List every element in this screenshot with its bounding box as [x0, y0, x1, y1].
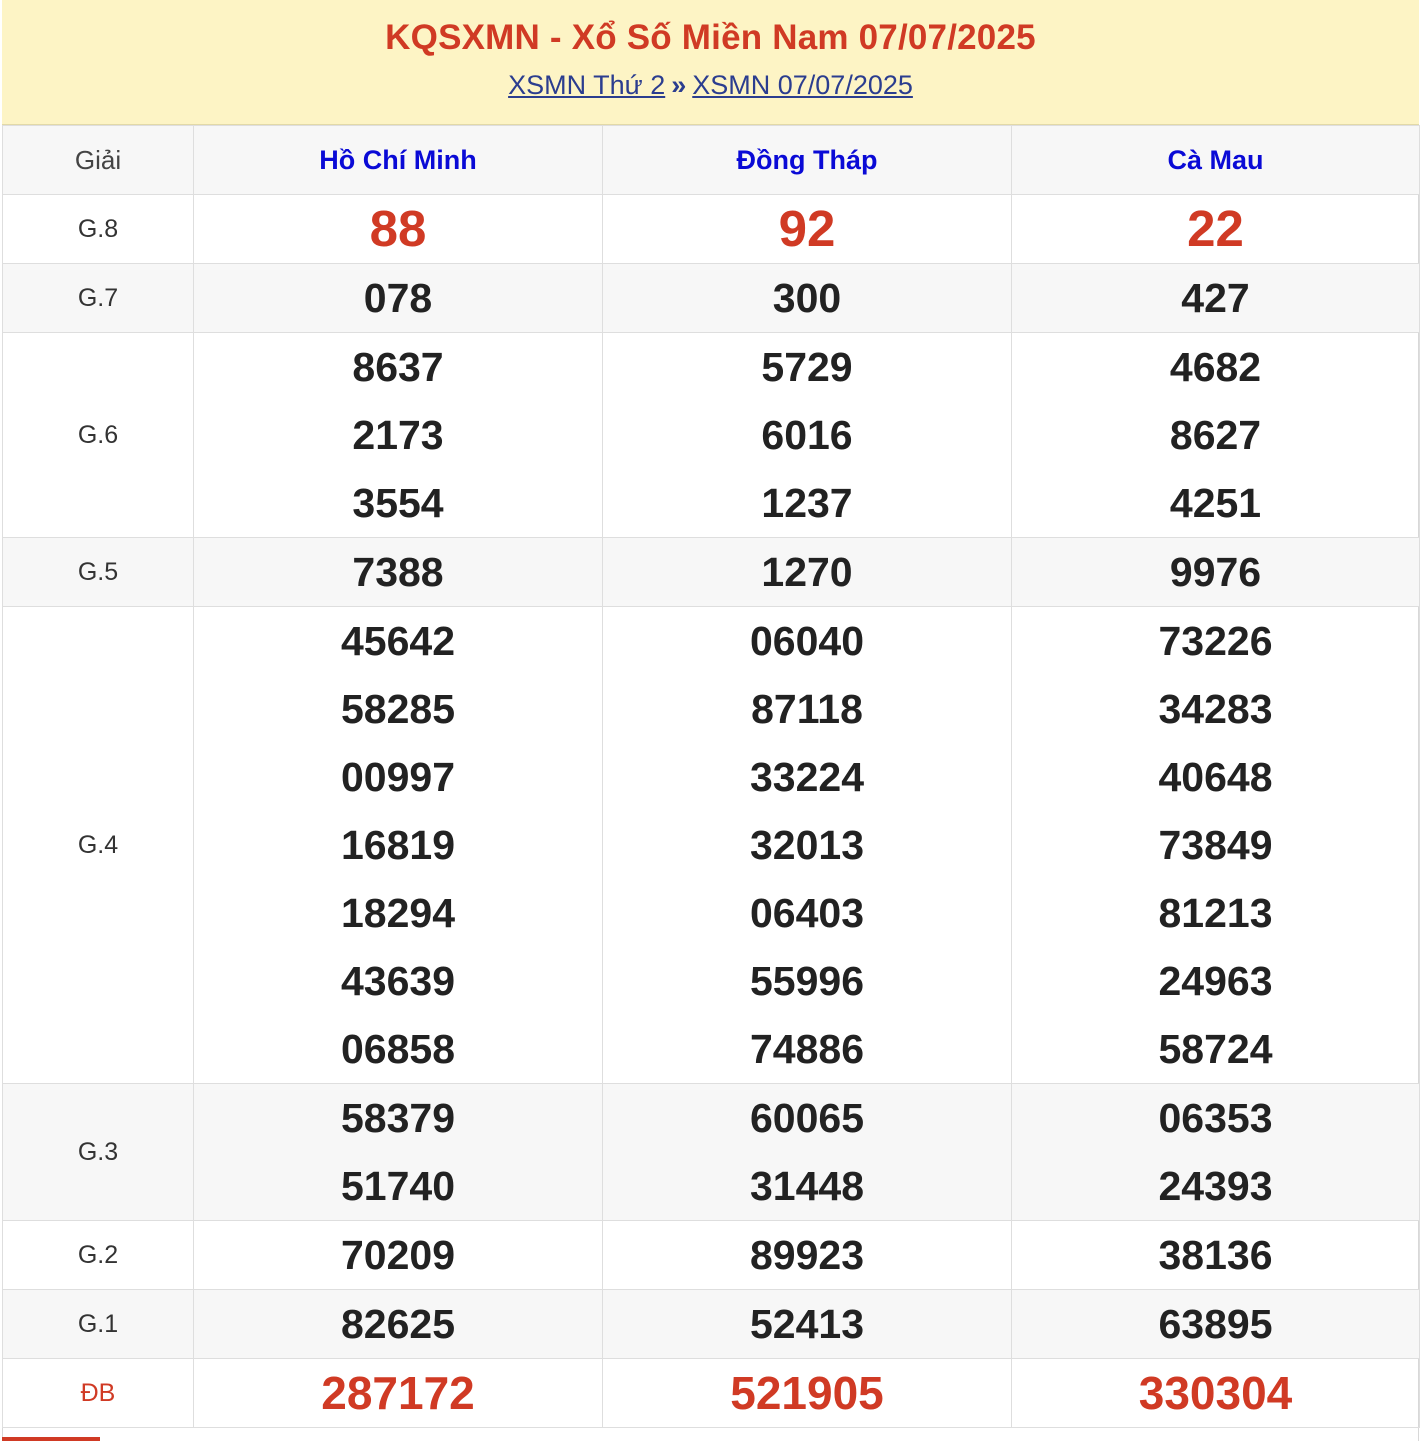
province-header-ho-chi-minh[interactable]: Hồ Chí Minh — [194, 126, 603, 195]
result-cell — [603, 1290, 1012, 1359]
result-number: 32013 — [749, 822, 864, 868]
result-cell — [1012, 1084, 1420, 1221]
result-number: 82625 — [340, 1301, 455, 1347]
result-cell — [1012, 195, 1420, 264]
result-number: 7388 — [352, 549, 444, 595]
result-cell — [1012, 538, 1420, 607]
result-number: 55996 — [749, 958, 864, 1004]
results-body — [3, 195, 1420, 1428]
prize-label: G.6 — [3, 333, 194, 538]
result-cell — [194, 538, 603, 607]
result-cell — [603, 333, 1012, 538]
result-cell — [194, 333, 603, 538]
result-number: 9976 — [1169, 549, 1262, 595]
result-header — [2, 0, 1419, 125]
result-cell — [603, 538, 1012, 607]
result-number: 18294 — [340, 890, 455, 936]
result-cell — [603, 264, 1012, 333]
result-number: 60065 — [749, 1095, 864, 1141]
result-number: 427 — [1181, 275, 1250, 321]
result-number: 63895 — [1158, 1301, 1273, 1347]
result-number: 3554 — [352, 480, 444, 526]
result-number: 5729 — [761, 344, 853, 390]
result-cell — [194, 1359, 603, 1428]
result-number: 22 — [1187, 200, 1244, 257]
page-title: KQSXMN - Xổ Số Miền Nam 07/07/2025 — [385, 18, 1036, 57]
result-number: 58379 — [340, 1095, 455, 1141]
result-number: 33224 — [749, 754, 864, 800]
special-prize-number: 521905 — [730, 1367, 884, 1419]
result-cell — [603, 1359, 1012, 1428]
result-cell — [1012, 264, 1420, 333]
result-cell — [603, 1221, 1012, 1290]
prize-label: G.2 — [3, 1221, 194, 1290]
table-row — [3, 1290, 1420, 1359]
result-number: 38136 — [1158, 1232, 1273, 1278]
special-prize-number: 330304 — [1138, 1367, 1293, 1419]
table-row — [3, 264, 1420, 333]
result-number: 1270 — [761, 549, 853, 595]
result-number: 73226 — [1158, 618, 1273, 664]
results-table — [2, 125, 1420, 1428]
result-number: 34283 — [1158, 686, 1273, 732]
table-row — [3, 1084, 1420, 1221]
result-number: 300 — [772, 275, 842, 321]
result-number: 8637 — [352, 344, 444, 390]
result-number: 4682 — [1169, 344, 1262, 390]
result-number: 16819 — [340, 822, 455, 868]
result-number: 51740 — [340, 1163, 455, 1209]
result-cell — [194, 1221, 603, 1290]
prize-label: G.1 — [3, 1290, 194, 1359]
prize-label: G.3 — [3, 1084, 194, 1221]
result-number: 70209 — [340, 1232, 455, 1278]
prize-label: ĐB — [3, 1359, 194, 1428]
breadcrumb — [2, 70, 1419, 101]
table-row — [3, 1359, 1420, 1428]
result-number: 81213 — [1158, 890, 1273, 936]
bottom-accent-bar — [2, 1437, 100, 1441]
result-number: 89923 — [749, 1232, 864, 1278]
prize-label: G.4 — [3, 607, 194, 1084]
result-number: 43639 — [340, 958, 455, 1004]
result-number: 73849 — [1158, 822, 1273, 868]
result-number: 8627 — [1169, 412, 1262, 458]
result-number: 6016 — [761, 412, 853, 458]
result-number: 06040 — [749, 618, 864, 664]
table-row — [3, 1221, 1420, 1290]
result-number: 58724 — [1158, 1026, 1273, 1072]
prize-label: G.8 — [3, 195, 194, 264]
result-number: 4251 — [1169, 480, 1262, 526]
result-cell — [194, 1084, 603, 1221]
breadcrumb-separator: » — [671, 70, 687, 100]
prize-label: G.5 — [3, 538, 194, 607]
result-cell — [1012, 1290, 1420, 1359]
result-number: 06353 — [1158, 1095, 1273, 1141]
table-row — [3, 195, 1420, 264]
prize-label: G.7 — [3, 264, 194, 333]
result-number: 06858 — [340, 1026, 455, 1072]
province-header-dong-thap[interactable]: Đồng Tháp — [603, 126, 1012, 195]
result-number: 52413 — [749, 1301, 864, 1347]
result-cell — [194, 264, 603, 333]
result-number: 58285 — [340, 686, 455, 732]
result-number: 87118 — [751, 686, 863, 732]
prize-column-header: Giải — [3, 126, 194, 195]
table-header-row — [3, 126, 1420, 195]
result-number: 1237 — [761, 480, 853, 526]
result-number: 24963 — [1158, 958, 1273, 1004]
result-number: 92 — [778, 200, 836, 257]
table-row — [3, 333, 1420, 538]
result-cell — [1012, 333, 1420, 538]
result-cell — [603, 607, 1012, 1084]
result-cell — [1012, 1359, 1420, 1428]
result-cell — [1012, 607, 1420, 1084]
result-number: 88 — [369, 200, 427, 257]
result-number: 078 — [363, 275, 433, 321]
result-number: 00997 — [340, 754, 455, 800]
breadcrumb-link-weekday[interactable]: XSMN Thứ 2 — [508, 70, 666, 100]
table-row — [3, 538, 1420, 607]
special-prize-number: 287172 — [321, 1367, 475, 1419]
result-number: 31448 — [749, 1163, 864, 1209]
result-cell — [194, 195, 603, 264]
result-number: 06403 — [749, 890, 864, 936]
province-header-ca-mau[interactable]: Cà Mau — [1012, 126, 1420, 195]
result-cell — [194, 607, 603, 1084]
result-number: 45642 — [340, 618, 455, 664]
table-row — [3, 607, 1420, 1084]
result-cell — [1012, 1221, 1420, 1290]
result-number: 40648 — [1158, 754, 1273, 800]
result-number: 74886 — [749, 1026, 864, 1072]
result-number: 2173 — [352, 412, 444, 458]
result-cell — [603, 1084, 1012, 1221]
result-cell — [603, 195, 1012, 264]
breadcrumb-link-date[interactable]: XSMN 07/07/2025 — [692, 70, 913, 100]
result-cell — [194, 1290, 603, 1359]
result-number: 24393 — [1158, 1163, 1273, 1209]
